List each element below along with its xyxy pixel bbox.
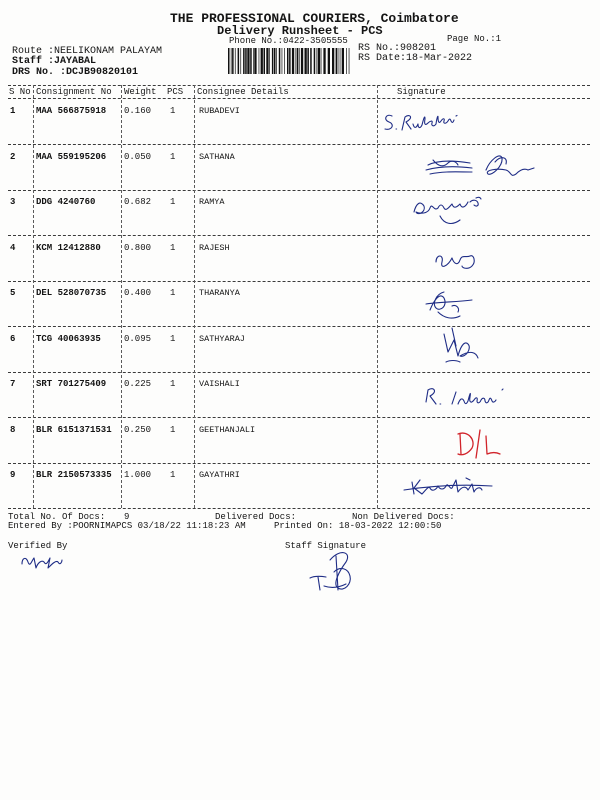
barcode-bar [261, 48, 263, 74]
rs-date [358, 54, 472, 64]
row-consignee: SATHANA [199, 152, 235, 162]
phone-value: 0422-3505555 [283, 36, 348, 46]
row-weight: 0.225 [124, 379, 152, 389]
row-consignment-no: SRT 701275409 [36, 379, 107, 389]
table-bottom-rule [8, 508, 590, 509]
column-header-signature: Signature [397, 87, 446, 97]
row-consignee: VAISHALI [199, 379, 240, 389]
barcode-bar [245, 48, 247, 74]
verified-by-label: Verified By [8, 541, 68, 551]
row-weight: 1.000 [124, 470, 152, 480]
barcode-bar [243, 48, 245, 74]
route-label: Route : [12, 46, 55, 57]
row-consignment-no: BLR 2150573335 [36, 470, 112, 480]
barcode-bar [250, 48, 252, 74]
barcode-bar [247, 48, 249, 74]
row-sno: 6 [10, 334, 16, 344]
route-value: NEELIKONAM PALAYAM [54, 46, 163, 57]
row-weight: 0.800 [124, 243, 152, 253]
rs-no-value: 908201 [400, 43, 437, 54]
page-value: 1 [495, 34, 502, 44]
barcode-bar [328, 48, 330, 74]
barcode-bar [232, 48, 234, 74]
row-consignee: RAJESH [199, 243, 230, 253]
row-weight: 0.095 [124, 334, 152, 344]
barcode-bar [228, 48, 230, 74]
staff-label: Staff : [12, 56, 55, 67]
column-header-pcs: PCS [167, 87, 184, 97]
drs-number [12, 68, 138, 78]
row-pcs: 1 [170, 334, 176, 344]
document-title: Delivery Runsheet - PCS [217, 24, 383, 38]
row-consignment-no: MAA 566875918 [36, 106, 107, 116]
rs-no-label: RS No.: [358, 43, 401, 54]
barcode-bar [346, 48, 347, 74]
barcode-bar [340, 48, 341, 74]
row-weight: 0.050 [124, 152, 152, 162]
barcode-bar [307, 48, 309, 74]
row-sno: 8 [10, 425, 16, 435]
barcode-bar [321, 48, 322, 74]
barcode-bar [301, 48, 303, 74]
barcode-bar [231, 48, 232, 74]
barcode-bar [287, 48, 289, 74]
row-pcs: 1 [170, 106, 176, 116]
row-sno: 1 [10, 106, 16, 116]
barcode-bar [279, 48, 281, 74]
row-consignee: GAYATHRI [199, 470, 240, 480]
entered-by-label: Entered By : [8, 521, 73, 531]
barcode-bar [296, 48, 297, 74]
entered-by-user: POORNIMAPCS [72, 521, 133, 531]
barcode [228, 48, 352, 74]
barcode-bar [336, 48, 338, 74]
table-row [0, 418, 600, 463]
table-row [0, 372, 600, 417]
row-consignee: GEETHANJALI [199, 425, 256, 435]
row-pcs: 1 [170, 152, 176, 162]
rs-date-label: RS Date: [358, 53, 407, 64]
row-consignment-no: TCG 40063935 [36, 334, 101, 344]
staff-signature-label: Staff Signature [285, 541, 367, 551]
barcode-bar [314, 48, 316, 74]
row-consignment-no: MAA 559195206 [36, 152, 107, 162]
barcode-bar [240, 48, 241, 74]
row-pcs: 1 [170, 470, 176, 480]
row-pcs: 1 [170, 243, 176, 253]
staff [12, 57, 96, 67]
page-label: Page No.: [447, 34, 496, 44]
row-consignee: SATHYARAJ [199, 334, 245, 344]
table-row [0, 236, 600, 281]
row-consignee: RAMYA [199, 197, 225, 207]
barcode-bar [332, 48, 334, 74]
row-consignment-no: DDG 4240760 [36, 197, 96, 207]
row-pcs: 1 [170, 425, 176, 435]
row-consignment-no: BLR 6151371531 [36, 425, 112, 435]
barcode-bar [318, 48, 320, 74]
row-sno: 5 [10, 288, 16, 298]
staff-signature [310, 553, 350, 590]
verifier-signature [22, 558, 62, 568]
drs-label: DRS No. : [12, 67, 67, 78]
barcode-bar [282, 48, 283, 74]
row-pcs: 1 [170, 197, 176, 207]
barcode-bar [284, 48, 285, 74]
total-docs-label: Total No. Of Docs: [8, 512, 106, 522]
table-row [0, 281, 600, 326]
barcode-bar [338, 48, 339, 74]
drs-value: DCJB90820101 [66, 67, 139, 78]
rs-date-value: 18-Mar-2022 [406, 53, 473, 64]
barcode-bar [292, 48, 294, 74]
column-header-consignee: Consignee Details [197, 87, 289, 97]
table-row [0, 99, 600, 144]
row-pcs: 1 [170, 379, 176, 389]
phone-number [229, 37, 348, 46]
barcode-bar [235, 48, 236, 74]
barcode-bar [276, 48, 277, 74]
barcode-bar [253, 48, 254, 74]
barcode-bar [274, 48, 276, 74]
phone-label: Phone No.: [229, 36, 284, 46]
printed-on-label: Printed On: [274, 521, 334, 531]
printed-on [274, 522, 441, 531]
row-sno: 4 [10, 243, 16, 253]
barcode-bar [299, 48, 300, 74]
row-weight: 0.682 [124, 197, 152, 207]
barcode-bar [342, 48, 344, 74]
barcode-bar [254, 48, 256, 74]
table-top-rule [8, 85, 590, 86]
barcode-bar [289, 48, 291, 74]
printed-on-value: 18-03-2022 12:00:50 [338, 521, 442, 531]
barcode-bar [272, 48, 274, 74]
row-sno: 9 [10, 470, 16, 480]
barcode-bar [266, 48, 268, 74]
row-consignee: RUBADEVI [199, 106, 240, 116]
table-row [0, 463, 600, 508]
column-header-weight: Weight [124, 87, 157, 97]
barcode-bar [264, 48, 266, 74]
total-docs-value: 9 [124, 512, 130, 522]
barcode-bar [317, 48, 318, 74]
barcode-bar [297, 48, 299, 74]
barcode-bar [269, 48, 270, 74]
row-sno: 7 [10, 379, 16, 389]
row-consignment-no: KCM 12412880 [36, 243, 101, 253]
row-weight: 0.160 [124, 106, 152, 116]
barcode-bar [349, 48, 350, 74]
table-row [0, 190, 600, 235]
row-sno: 3 [10, 197, 16, 207]
delivered-docs-label: Delivered Docs: [215, 512, 297, 522]
company-name: THE PROFESSIONAL COURIERS, Coimbatore [170, 11, 459, 26]
table-row [0, 327, 600, 372]
page-number [447, 35, 501, 44]
row-consignment-no: DEL 528070735 [36, 288, 107, 298]
column-header-consignment: Consignment No [36, 87, 112, 97]
row-weight: 0.400 [124, 288, 152, 298]
row-consignee: THARANYA [199, 288, 240, 298]
column-header-sno: S No [9, 87, 31, 97]
barcode-bar [305, 48, 307, 74]
staff-value: JAYABAL [54, 56, 97, 67]
row-sno: 2 [10, 152, 16, 162]
barcode-bar [238, 48, 240, 74]
barcode-bar [259, 48, 260, 74]
barcode-bar [310, 48, 312, 74]
non-delivered-docs-label: Non Delivered Docs: [352, 512, 455, 522]
entered-timestamp: 03/18/22 11:18:23 AM [137, 521, 246, 531]
table-row [0, 145, 600, 190]
row-pcs: 1 [170, 288, 176, 298]
row-weight: 0.250 [124, 425, 152, 435]
barcode-bar [323, 48, 325, 74]
entered-by [8, 522, 246, 531]
